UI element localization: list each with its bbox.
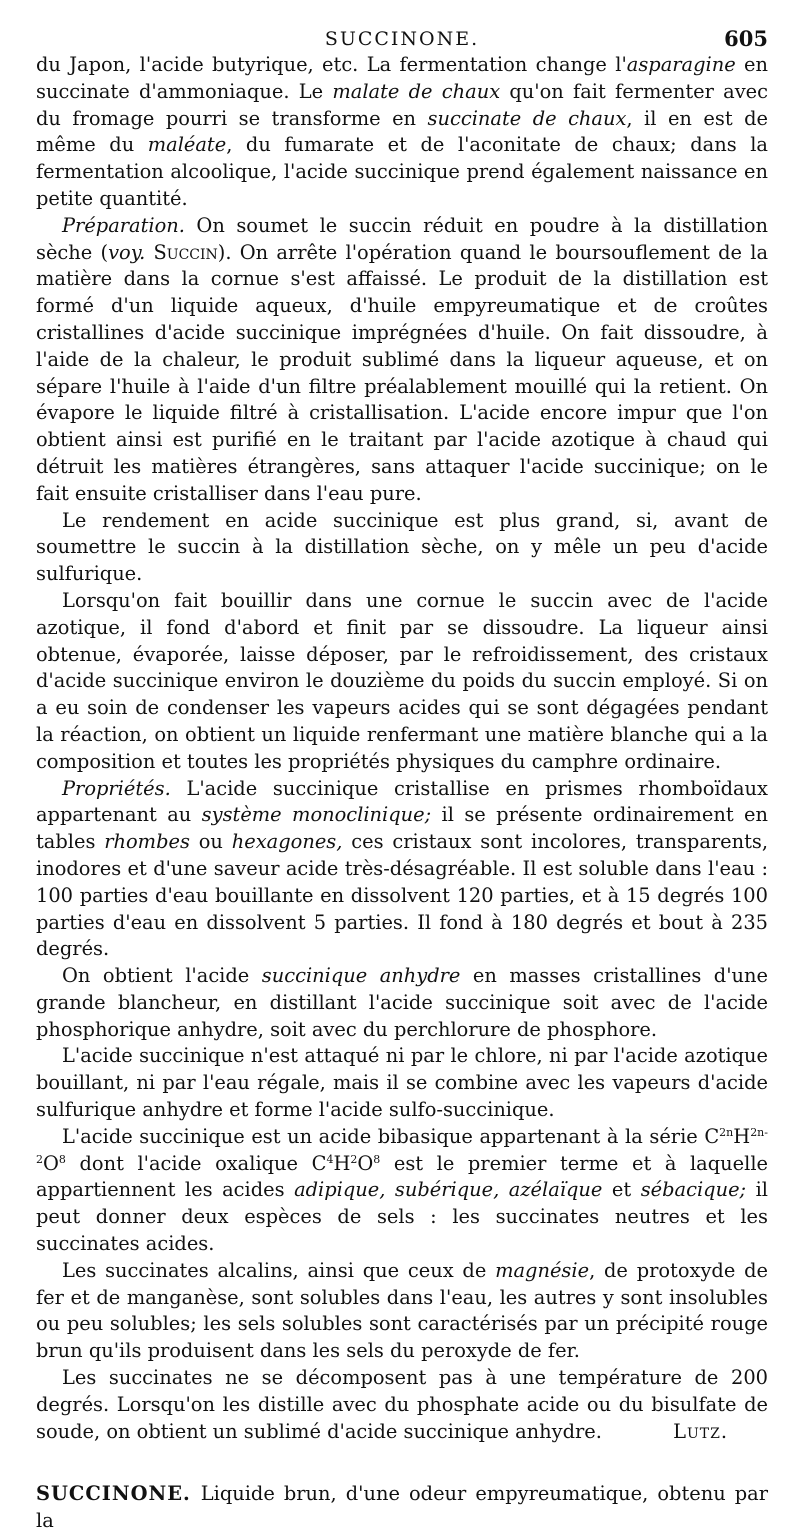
section-label-proprietes: Propriétés. — [62, 776, 171, 800]
running-title: SUCCINONE. — [324, 28, 480, 50]
paragraph-chlore: L'acide succinique n'est attaqué ni par le chlore, ni par l'acide azotique bouillant, ni par l'eau régale, mais il se combine avec les vapeurs d'acide sulfurique anhydre et forme l'acide sulfo-succinique. — [36, 1044, 768, 1122]
paragraph-decomposition: Les succinates ne se décomposent pas à une température de 200 degrés. Lorsqu'on les distille avec du phosphate acide ou du bisulfate de soude, on obtient un sublimé d'acide succinique anhydre. Lutz. — [36, 1365, 768, 1445]
paragraph-proprietes: Propriétés. L'acide succinique cristallise en prismes rhomboïdaux appartenant au système monoclinique; il se présente ordinairement en tables rhombes ou hexagones, ces cristaux sont incolores, transparents, inodores et d'une saveur acide très-désagréable. Il est soluble dans l'eau : 100 parties d'eau bouillante en dissolvent 120 parties, et à 15 degrés 100 parties d'eau en dissolvent 5 parties. Il fond à 180 degrés et bout à 235 degrés. — [36, 776, 769, 961]
article-body — [36, 52, 768, 1445]
paragraph-succinates: Les succinates alcalins, ainsi que ceux de magnésie, de protoxyde de fer et de manganèse, sont solubles dans l'eau, les autres y sont insolubles ou peu solubles; les sels solubles sont caractérisés par un précipité rouge brun qu'ils produisent dans les sels du peroxyde de fer. — [36, 1258, 768, 1363]
page-number: 605 — [724, 26, 768, 51]
paragraph-bibasique: L'acide succinique est un acide bibasique appartenant à la série $C^{2n}H^{2n-2}O^8$ dont l'acide oxalique $C^4H^2O^8$ est le premier terme et à laquelle appartiennent les acides adipique, subérique, azélaïque et sébacique; il peut donner deux espèces de sels : les succinates neutres et les succinates acides. — [36, 1124, 769, 1256]
entry-text: Liquide brun, d'une odeur empyreumatique, obtenu par la — [36, 1482, 768, 1533]
paragraph-acide-azotique: Lorsqu'on fait bouillir dans une cornue le succin avec de l'acide azotique, il fond d'abord et finit par se dissoudre. La liqueur ainsi obtenue, évaporée, laisse déposer, par le refroidissement, des cristaux d'acide succinique environ le douzième du poids du succin employé. Si on a eu soin de condenser les vapeurs acides qui se sont dégagées pendant la réaction, on obtient un liquide renfermant une matière blanche qui a la composition et toutes les propriétés physiques du camphre ordinaire. — [36, 588, 768, 773]
page — [36, 0, 769, 1533]
entry-gap — [36, 1445, 768, 1481]
section-label-preparation: Préparation. — [62, 213, 185, 237]
paragraph-fermentation: du Japon, l'acide butyrique, etc. La fermentation change l'asparagine en succinate d'ammoniaque. Le malate de chaux qu'on fait fermenter avec du fromage pourri se transforme en succinate de chaux, il en est de même du maléate, du fumarate et de l'aconitate de chaux; dans la fermentation alcoolique, l'acide succinique prend également naissance en petite quantité. — [36, 53, 768, 210]
paragraph-preparation: Préparation. On soumet le succin réduit en poudre à la distillation sèche (voy. Succin). On arrête l'opération quand le boursouflement de la matière dans la cornue s'est affaissé. Le produit de la distillation est formé d'un liquide aqueux, d'huile empyreumatique et de croûtes cristallines d'acide succinique imprégnées d'huile. On fait dissoudre, à l'aide de la chaleur, le produit sublimé dans la liqueur aqueuse, et on sépare l'huile à l'aide d'un filtre préalablement mouillé qui la retient. On évapore le liquide filtré à cristallisation. L'acide encore impur que l'on obtient ainsi est purifié en le traitant par l'acide azotique à chaud qui détruit les matières étrangères, sans attaquer l'acide succinique; on le fait ensuite cristalliser dans l'eau pure. — [36, 213, 769, 505]
author-signature: Lutz. — [673, 1419, 728, 1443]
next-entry — [36, 1481, 768, 1535]
running-head — [36, 0, 768, 52]
paragraph-rendement: Le rendement en acide succinique est plus grand, si, avant de soumettre le succin à la distillation sèche, on y mêle un peu d'acide sulfurique. — [36, 508, 768, 586]
entry-headword: SUCCINONE. — [36, 1482, 191, 1506]
cross-reference: Succin — [145, 240, 218, 264]
paragraph-anhydre: On obtient l'acide succinique anhydre en masses cristallines d'une grande blancheur, en distillant l'acide succinique soit avec de l'acide phosphorique anhydre, soit avec du perchlorure de phosphore. — [36, 964, 768, 1041]
